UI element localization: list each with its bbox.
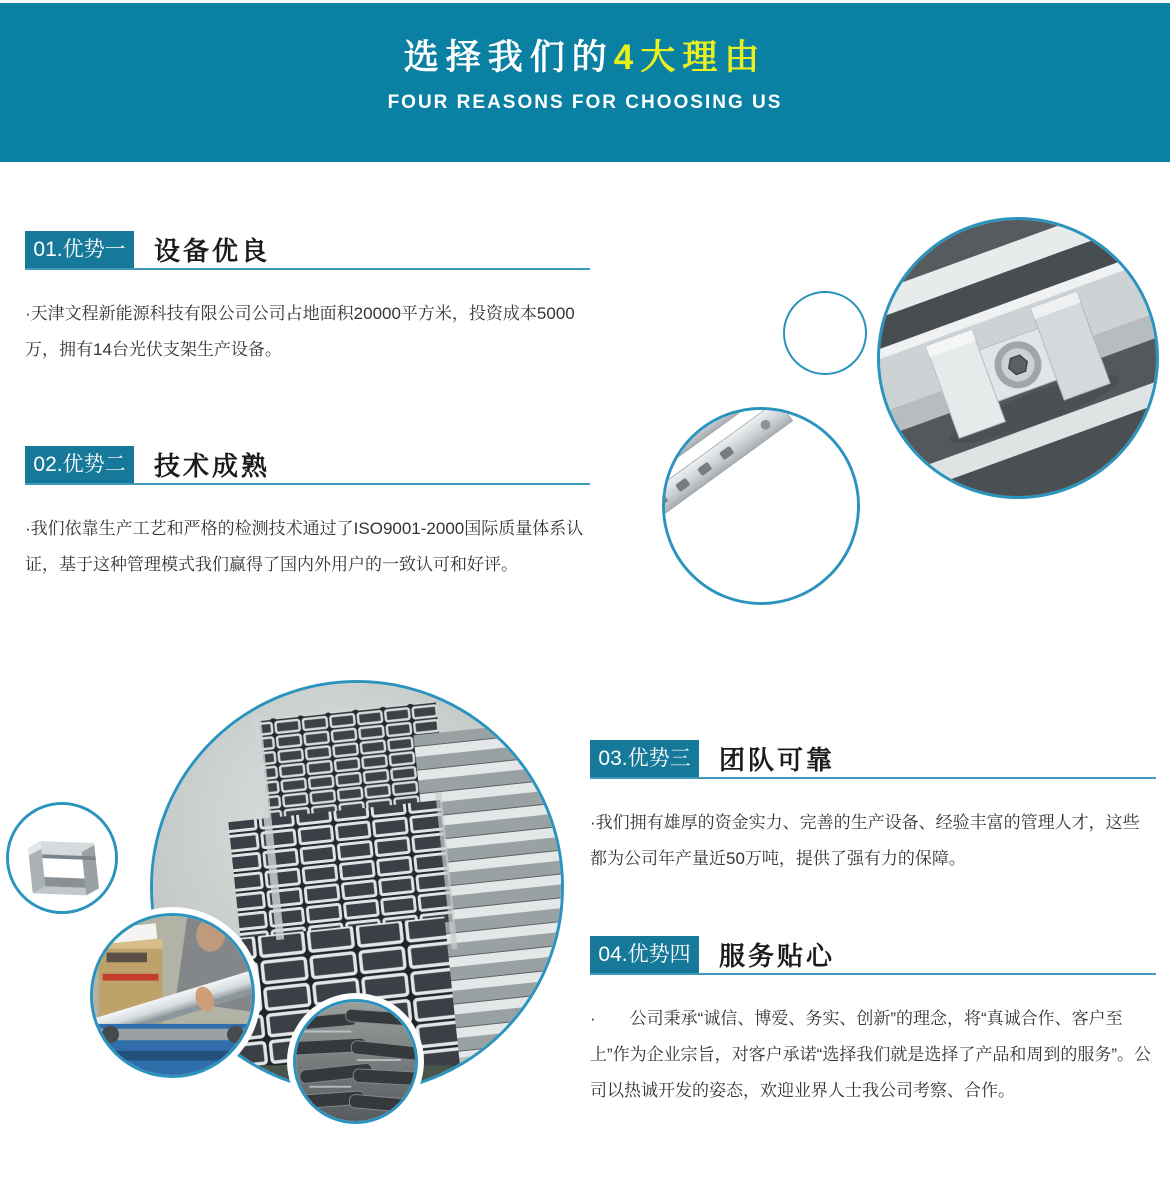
advantage-3-title: 团队可靠: [719, 745, 836, 775]
advantage-3-badge: 03.优势三: [590, 740, 699, 777]
advantage-1-header: [25, 231, 590, 270]
decor-circle: [783, 291, 867, 375]
clamp-photo: [877, 217, 1159, 499]
u-channel-illustration: [9, 805, 115, 911]
advantage-3-body: ·我们拥有雄厚的资金实力、完善的生产设备、经验丰富的管理人才，这些都为公司年产量近50万吨，提供了强有力的保障。: [590, 813, 1140, 868]
dark-stack-photo: [293, 999, 418, 1124]
advantage-section-1: [25, 231, 590, 368]
advantage-4-header: [590, 936, 1156, 975]
advantage-3-header: [590, 740, 1156, 779]
advantage-2-title: 技术成熟: [154, 451, 271, 481]
advantage-2-badge: 02.优势二: [25, 446, 134, 483]
page-title-yellow: 4大理由: [613, 38, 767, 78]
header-band: [0, 3, 1170, 162]
advantage-2-body: ·我们依靠生产工艺和严格的检测技术通过了ISO9001-2000国际质量体系认证，基于这种管理模式我们赢得了国内外用户的一致认可和好评。: [25, 519, 584, 574]
advantage-2-header: [25, 446, 590, 485]
advantage-1-badge: 01.优势一: [25, 231, 134, 268]
advantage-section-2: [25, 446, 590, 583]
advantage-section-3: [590, 740, 1156, 877]
brackets-illustration: [665, 410, 857, 602]
advantage-1-body: ·天津文程新能源科技有限公司公司占地面积20000平方米，投资成本5000万，拥有14台光伏支架生产设备。: [25, 304, 575, 359]
u-channel-photo: [6, 802, 118, 914]
brackets-photo: [662, 407, 860, 605]
clamp-illustration: [880, 220, 1156, 496]
advantage-4-body: · 公司秉承“诚信、博爱、务实、创新”的理念，将“真诚合作、客户至上”作为企业宗旨，对客户承诺“选择我们就是选择了产品和周到的服务”。公司以热诚开发的姿态，欢迎业界人士我公司考察、合作。: [590, 1009, 1151, 1100]
advantage-4-badge: 04.优势四: [590, 936, 699, 973]
machine-illustration: [93, 916, 252, 1075]
dark-stack-illustration: [296, 1002, 415, 1121]
advantage-4-title: 服务贴心: [719, 941, 836, 971]
advantage-section-4: [590, 936, 1156, 1109]
advantage-1-title: 设备优良: [154, 236, 271, 266]
page-title: [404, 39, 766, 78]
machine-photo: [90, 913, 255, 1078]
page-title-white: 选择我们的: [403, 38, 614, 78]
page-subtitle: FOUR REASONS FOR CHOOSING US: [387, 91, 783, 113]
